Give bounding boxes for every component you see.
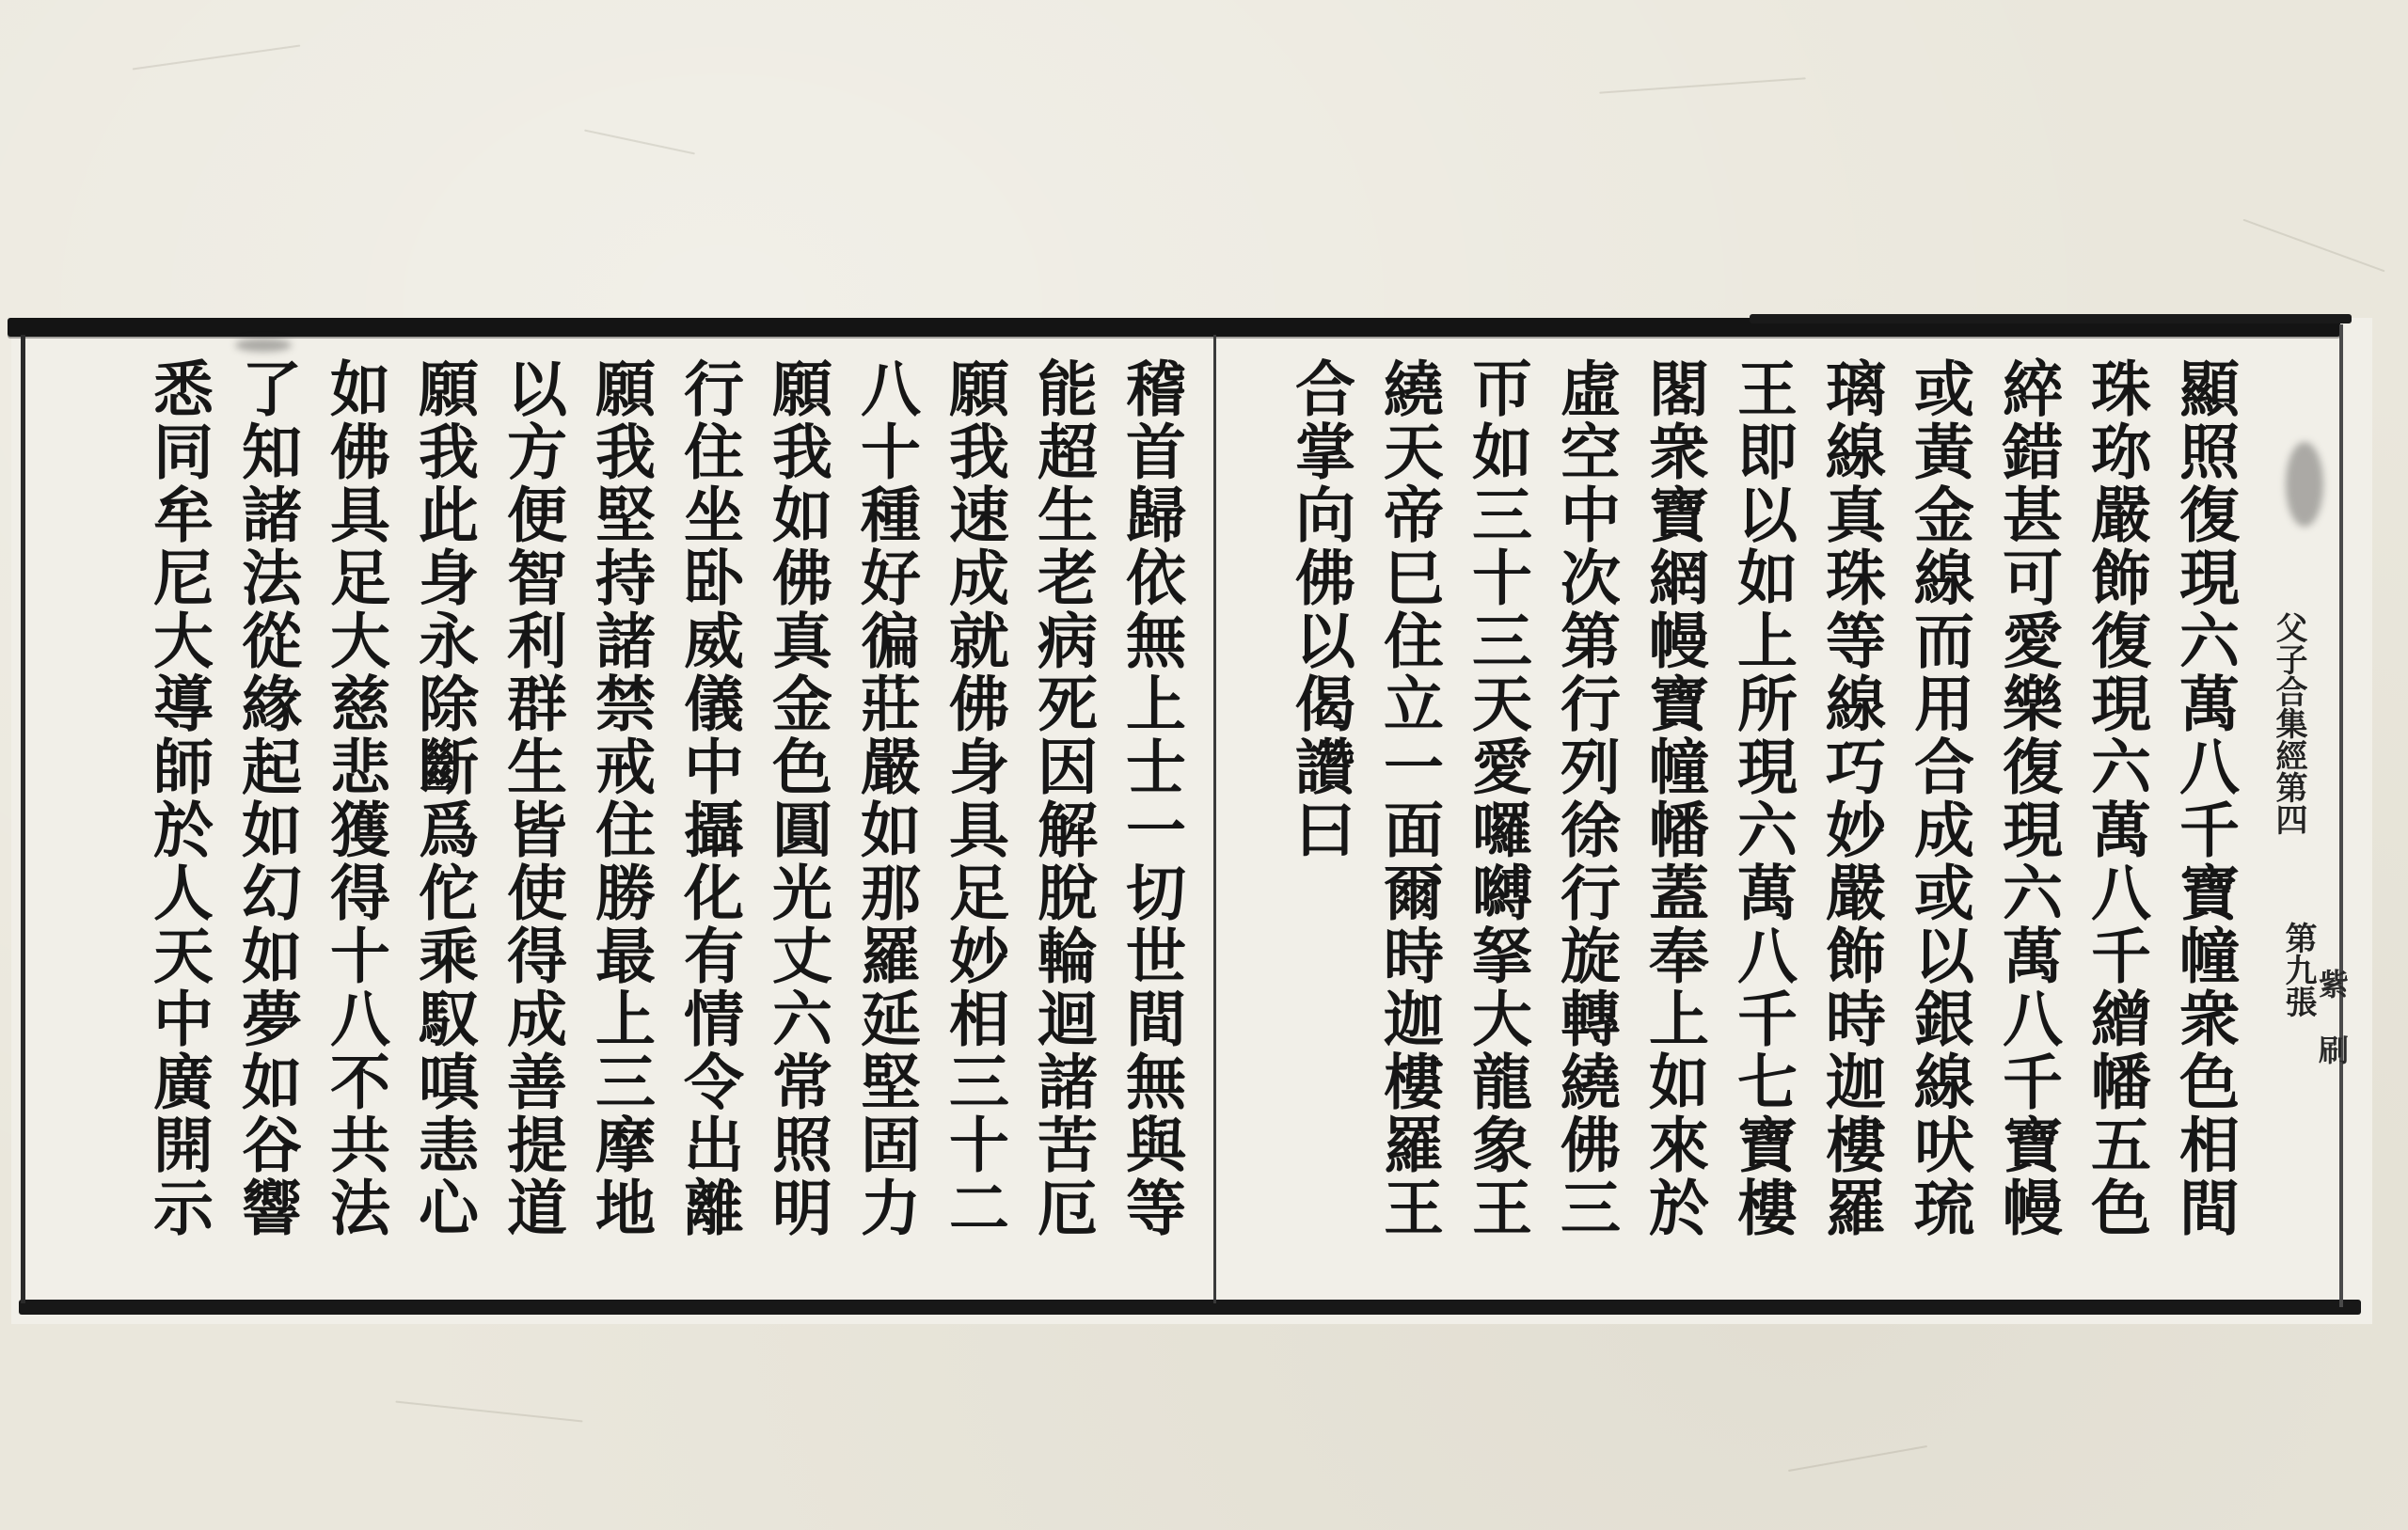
margin-mark: 紫 刷 xyxy=(2314,969,2350,1065)
paper-fiber xyxy=(1788,1445,1927,1472)
text-column: 綷錯甚可愛樂復現六萬八千寶幔 xyxy=(1992,357,2063,1239)
text-column: 願我此身永除斷爲佗乘馭嗔恚心 xyxy=(408,357,479,1239)
text-column: 珠珎嚴飾復現六萬八千繒幡五色 xyxy=(2081,357,2151,1239)
text-column: 閣衆寶網幔寶幢幡蓋奉上如來於 xyxy=(1639,357,1709,1239)
ink-smudge xyxy=(2286,442,2323,527)
paper-fiber xyxy=(2242,219,2384,273)
text-column: 八十種好徧莊嚴如那羅延堅固力 xyxy=(850,357,921,1239)
text-column: 悉同牟尼大導師於人天中廣開示 xyxy=(143,357,214,1239)
paper-fiber xyxy=(133,44,301,70)
text-column: 願我如佛真金色圓光丈六常照明 xyxy=(762,357,832,1239)
text-column: 以方便智利群生皆使得成善提道 xyxy=(497,357,567,1239)
text-column: 虛空中次第行列徐行旋轉繞佛三 xyxy=(1550,357,1621,1239)
ink-smudge xyxy=(235,339,292,352)
text-column: 合掌向佛以偈讚曰 xyxy=(1285,357,1355,861)
top-border-rule-thick xyxy=(1750,314,2352,323)
margin-sutra-title: 父子合集經第四 xyxy=(2270,611,2307,835)
margin-page-number: 第九張 xyxy=(2279,922,2317,1017)
text-column: 願我堅持諸禁戒住勝最上三摩地 xyxy=(585,357,656,1239)
text-column: 或黃金線而用合成或以銀線吠琉 xyxy=(1904,357,1974,1239)
center-fold-line xyxy=(1213,335,1216,1303)
text-column: 璃線真珠等線巧妙嚴飾時迦樓羅 xyxy=(1815,357,1886,1239)
text-column: 願我速成就佛身具足妙相三十二 xyxy=(939,357,1009,1239)
paper-fiber xyxy=(584,130,695,155)
paper-fiber xyxy=(395,1401,582,1423)
text-column: 能超生老病死因解脫輪迴諸苦厄 xyxy=(1027,357,1098,1239)
paper-fiber xyxy=(1599,77,1806,93)
text-column: 王即以如上所現六萬八千七寶樓 xyxy=(1727,357,1798,1239)
text-column: 行住坐卧威儀中攝化有情令出離 xyxy=(673,357,744,1239)
text-column: 了知諸法從緣起如幻如夢如谷響 xyxy=(231,357,302,1239)
text-column: 如佛具足大慈悲獲得十八不共法 xyxy=(320,357,390,1239)
text-column: 帀如三十三天愛囉嚩拏大龍象王 xyxy=(1462,357,1532,1239)
text-column: 顯照復現六萬八千寶幢衆色相間 xyxy=(2169,357,2240,1239)
left-border-rule xyxy=(21,335,25,1303)
text-column: 繞天帝巳住立一面爾時迦樓羅王 xyxy=(1373,357,1444,1239)
text-column: 稽首歸依無上士一切世間無與等 xyxy=(1116,357,1186,1239)
bottom-border-rule xyxy=(19,1300,2361,1315)
